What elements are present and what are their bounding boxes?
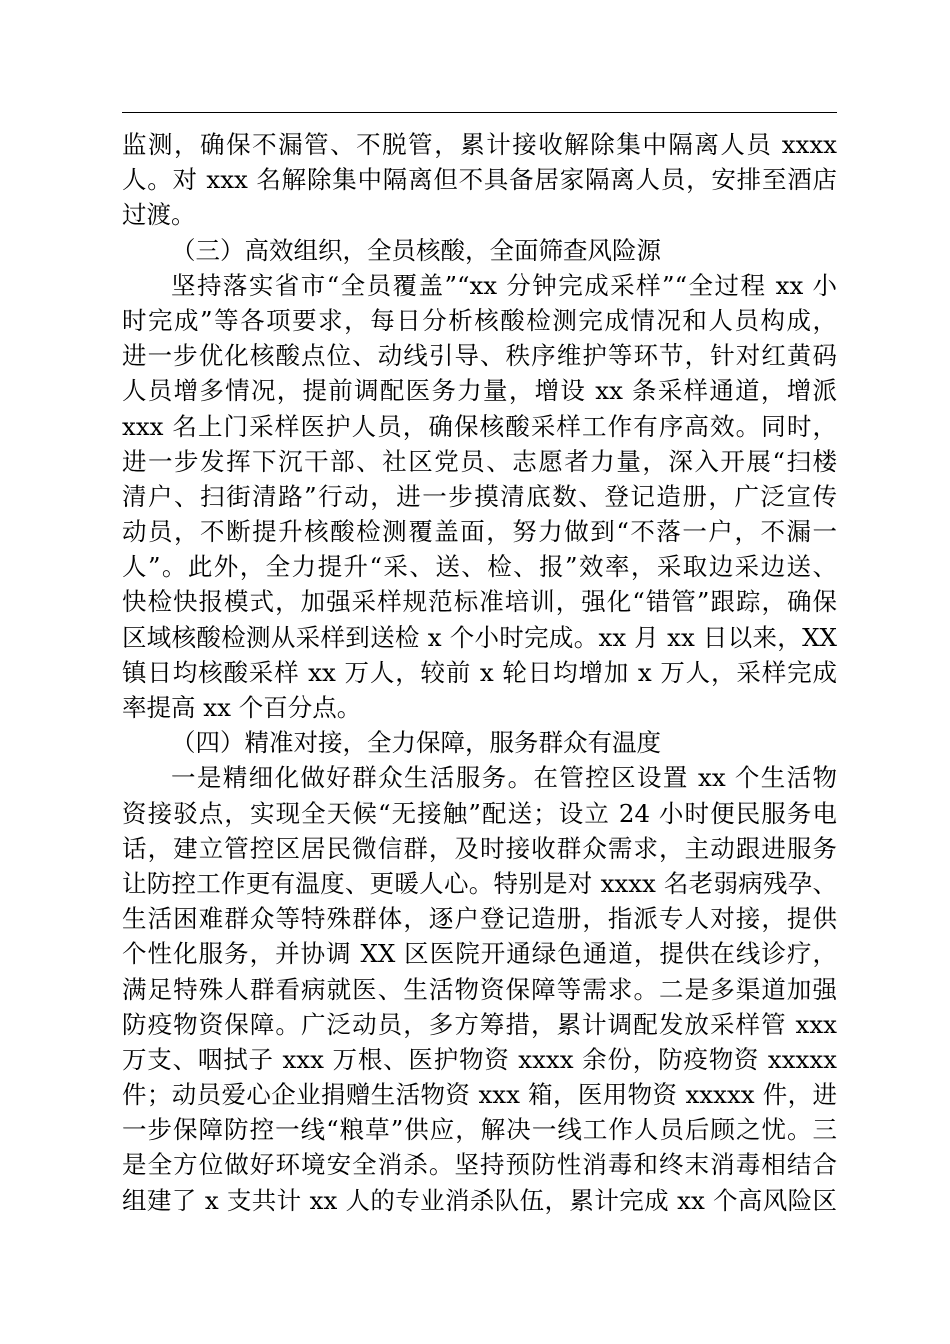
text-line: 快检快报模式，加强采样规范标准培训，强化“错管”跟踪，确保 — [122, 587, 837, 617]
text-line: 满足特殊人群看病就医、生活物资保障等需求。二是多渠道加强 — [122, 974, 837, 1004]
text-line: 资接驳点，实现全天候“无接触”配送；设立 24 小时便民服务电 — [122, 798, 837, 828]
section-heading: （四）精准对接，全力保障，服务群众有温度 — [171, 728, 661, 758]
text-line: 话，建立管控区居民微信群，及时接收群众需求，主动跟进服务 — [122, 833, 837, 863]
section-heading: （三）高效组织，全员核酸，全面筛查风险源 — [171, 235, 661, 265]
text-line: xxx 名上门采样医护人员，确保核酸采样工作有序高效。同时， — [122, 411, 837, 441]
text-line: 进一步优化核酸点位、动线引导、秩序维护等环节，针对红黄码 — [122, 341, 837, 371]
text-line: 件；动员爱心企业捐赠生活物资 xxx 箱，医用物资 xxxxx 件，进 — [122, 1080, 837, 1110]
text-line: 一是精细化做好群众生活服务。在管控区设置 xx 个生活物 — [171, 763, 837, 793]
text-line: 万支、咽拭子 xxx 万根、医护物资 xxxx 余份，防疫物资 xxxxx — [122, 1044, 837, 1074]
text-line: 是全方位做好环境安全消杀。坚持预防性消毒和终末消毒相结合 — [122, 1150, 837, 1180]
text-line: 率提高 xx 个百分点。 — [122, 693, 362, 722]
document-body — [122, 127, 837, 1218]
text-line: 一步保障防控一线“粮草”供应，解决一线工作人员后顾之忧。三 — [122, 1115, 837, 1145]
text-line: 动员，不断提升核酸检测覆盖面，努力做到“不落一户，不漏一 — [122, 517, 837, 547]
text-line: 让防控工作更有温度、更暖人心。特别是对 xxxx 名老弱病残孕、 — [122, 868, 837, 898]
text-line: 人员增多情况，提前调配医务力量，增设 xx 条采样通道，增派 — [122, 376, 837, 406]
text-line: 生活困难群众等特殊群体，逐户登记造册，指派专人对接，提供 — [122, 904, 837, 934]
text-line: 组建了 x 支共计 xx 人的专业消杀队伍，累计完成 xx 个高风险区 — [122, 1185, 837, 1215]
text-line: 时完成”等各项要求，每日分析核酸检测完成情况和人员构成， — [122, 305, 837, 335]
text-line: 个性化服务，并协调 XX 区医院开通绿色通道，提供在线诊疗， — [122, 939, 837, 969]
text-line: 区域核酸检测从采样到送检 x 个小时完成。xx 月 xx 日以来，XX — [122, 622, 837, 652]
text-line: 监测，确保不漏管、不脱管，累计接收解除集中隔离人员 xxxx — [122, 130, 837, 159]
text-line: 镇日均核酸采样 xx 万人，较前 x 轮日均增加 x 万人，采样完成 — [122, 657, 837, 687]
text-line: 过渡。 — [122, 200, 196, 230]
text-line: 防疫物资保障。广泛动员，多方筹措，累计调配发放采样管 xxx — [122, 1009, 837, 1039]
text-line: 人。对 xxx 名解除集中隔离但不具备居家隔离人员，安排至酒店 — [122, 165, 837, 195]
text-line: 人”。此外，全力提升“采、送、检、报”效率，采取边采边送、 — [122, 552, 837, 582]
text-line: 进一步发挥下沉干部、社区党员、志愿者力量，深入开展“扫楼 — [122, 446, 837, 476]
header-rule — [122, 112, 837, 113]
text-line: 清户、扫街清路”行动，进一步摸清底数、登记造册，广泛宣传 — [122, 481, 837, 511]
text-line: 坚持落实省市“全员覆盖”“xx 分钟完成采样”“全过程 xx 小 — [171, 270, 837, 300]
